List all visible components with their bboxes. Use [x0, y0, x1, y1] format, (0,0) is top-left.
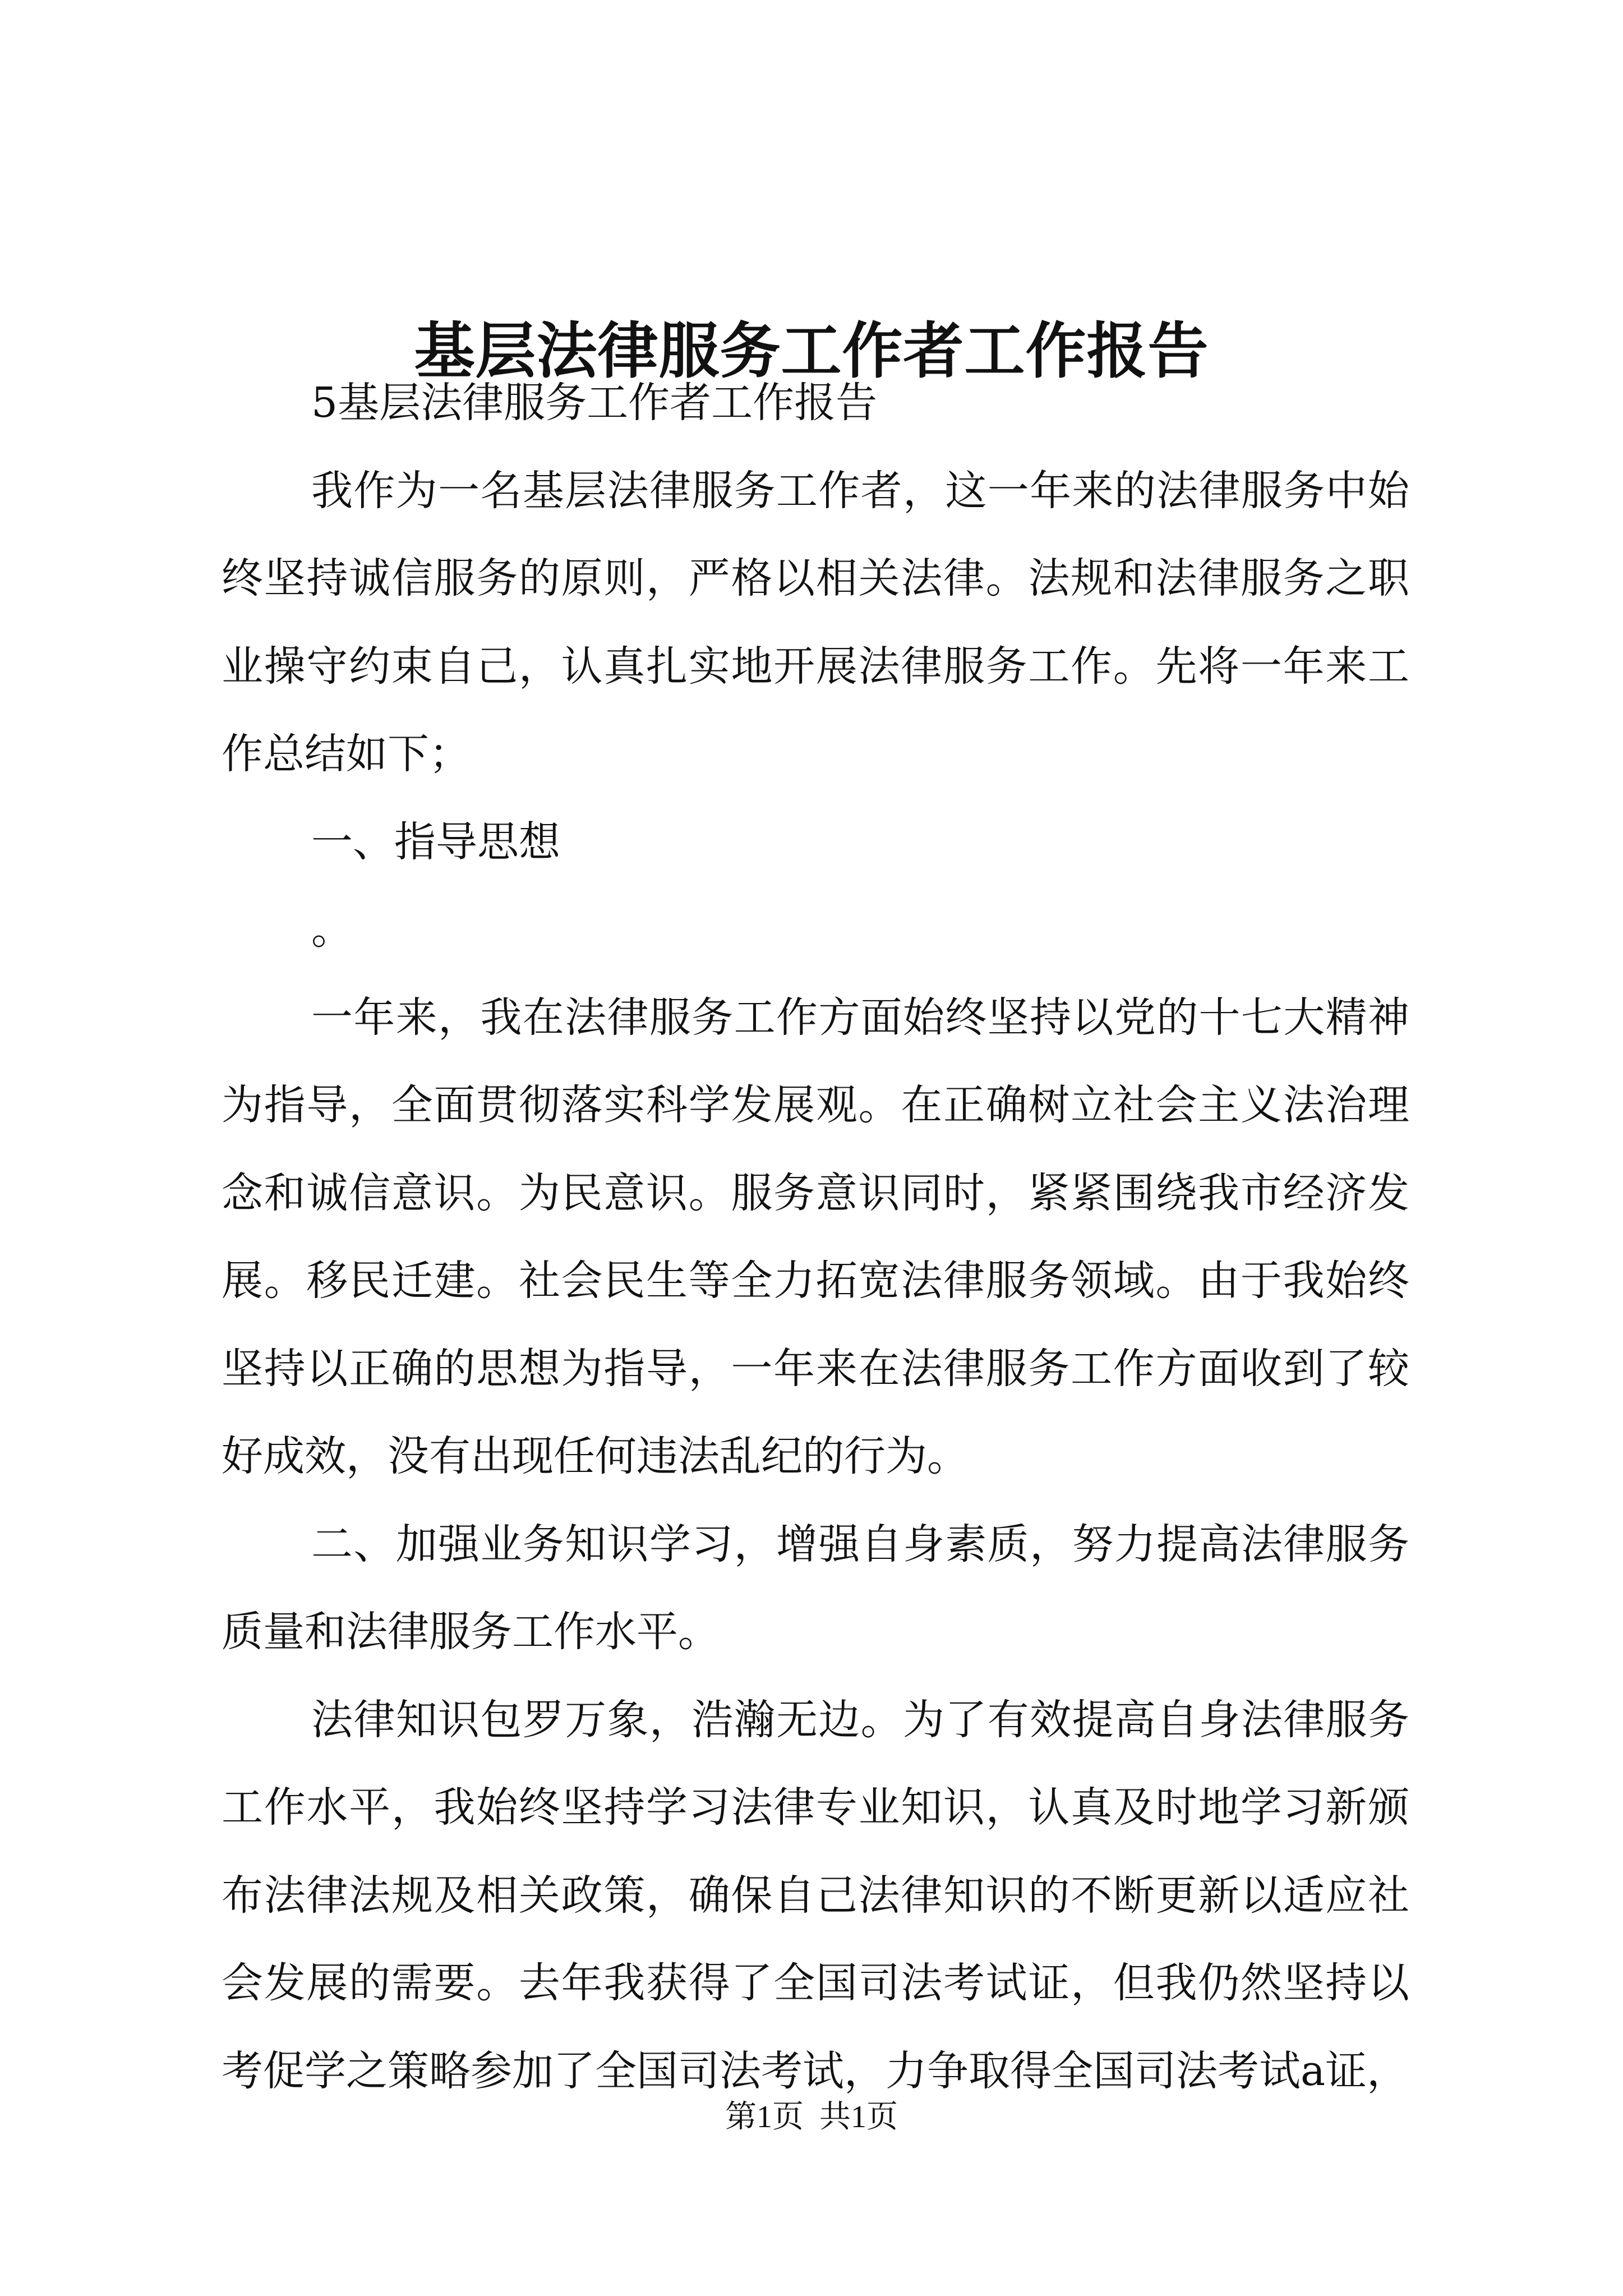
section-heading-guiding-thought: 一、指导思想 [311, 817, 560, 866]
learning-paragraph: 法律知识包罗万象，浩瀚无边。为了有效提高自身法律服务工作水平，我始终坚持学习法律专业知识，认真及时地学习新颁布法律法规及相关政策，确保自己法律知识的不断更新以适应社会发展的需要。去年我获得了全国司法考试证，但我仍然坚持以考促学之策略参加了全国司法考试，力争取得全国司法考试a证， [222, 1695, 1409, 2095]
intro-paragraph: 我作为一名基层法律服务工作者，这一年来的法律服务中始终坚持诚信服务的原则，严格以相关法律。法规和法律服务之职业操守约束自己，认真扎实地开展法律服务工作。先将一年来工作总结如下； [222, 466, 1409, 778]
total-pages-label: 共1页 [819, 2100, 898, 2134]
page-footer [0, 2101, 1623, 2133]
page-number-label: 第1页 [725, 2100, 804, 2134]
punctuation-line: 。 [311, 905, 353, 954]
subtitle-paragraph: 5基层法律服务工作者工作报告 [311, 379, 878, 427]
section-heading-learning: 二、加强业务知识学习，增强自身素质，努力提高法律服务质量和法律服务工作水平。 [222, 1520, 1409, 1656]
document-body [222, 359, 1409, 2115]
guiding-thought-paragraph: 一年来，我在法律服务工作方面始终坚持以党的十七大精神为指导，全面贯彻落实科学发展观。在正确树立社会主义法治理念和诚信意识。为民意识。服务意识同时，紧紧围绕我市经济发展。移民迁建。社会民生等全力拓宽法律服务领域。由于我始终坚持以正确的思想为指导，一年来在法律服务工作方面收到了较好成效，没有出现任何违法乱纪的行为。 [222, 993, 1409, 1480]
document-title: 基层法律服务工作者工作报告 [414, 316, 1209, 387]
